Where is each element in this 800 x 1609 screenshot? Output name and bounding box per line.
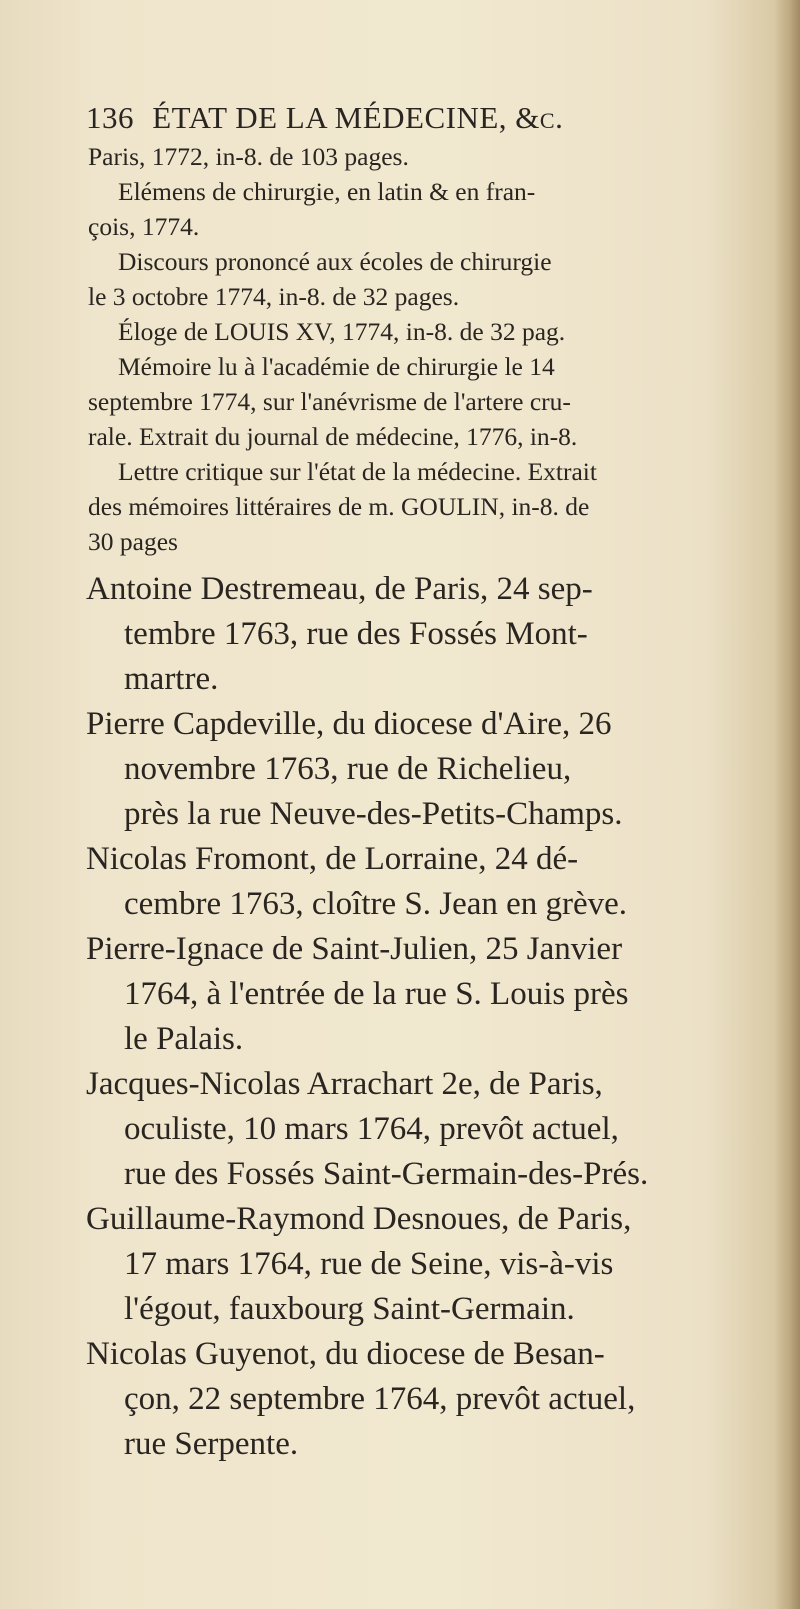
bibliography-line: des mémoires littéraires de m. GOULIN, in-8. de xyxy=(88,492,590,521)
entry-line: rue Serpente. xyxy=(124,1426,299,1462)
bibliography-line: Elémens de chirurgie, en latin & en fran- xyxy=(118,177,536,206)
entry-line: Pierre-Ignace de Saint-Julien, 25 Janvier xyxy=(86,931,623,967)
running-header xyxy=(86,100,563,136)
entry-line: tembre 1763, rue des Fossés Mont- xyxy=(124,616,588,652)
bibliography-line: Paris, 1772, in-8. de 103 pages. xyxy=(88,142,409,171)
bibliography-line: Mémoire lu à l'académie de chirurgie le 14 xyxy=(118,352,555,381)
bibliography-line: septembre 1774, sur l'anévrisme de l'artere cru- xyxy=(88,387,571,416)
entry-line: l'égout, fauxbourg Saint-Germain. xyxy=(124,1291,575,1327)
page-number: 136 xyxy=(86,100,134,135)
bibliography-line: Discours prononcé aux écoles de chirurgie xyxy=(118,247,552,276)
entry-line: Nicolas Guyenot, du diocese de Besan- xyxy=(86,1336,605,1372)
entry-line: 1764, à l'entrée de la rue S. Louis près xyxy=(124,976,629,1012)
bibliography-line: le 3 octobre 1774, in-8. de 32 pages. xyxy=(88,282,460,311)
entry-line: Jacques-Nicolas Arrachart 2e, de Paris, xyxy=(86,1066,603,1102)
entry-line: 17 mars 1764, rue de Seine, vis-à-vis xyxy=(124,1246,614,1282)
entry-line: le Palais. xyxy=(124,1021,244,1057)
entry-line: oculiste, 10 mars 1764, prevôt actuel, xyxy=(124,1111,619,1147)
bibliography-line: 30 pages xyxy=(88,527,178,556)
entry-line: Pierre Capdeville, du diocese d'Aire, 26 xyxy=(86,706,612,742)
entry-line: près la rue Neuve-des-Petits-Champs. xyxy=(124,796,623,832)
entry-line: Guillaume-Raymond Desnoues, de Paris, xyxy=(86,1201,632,1237)
entry-line: Nicolas Fromont, de Lorraine, 24 dé- xyxy=(86,841,579,877)
bibliography-line: Éloge de LOUIS XV, 1774, in-8. de 32 pag. xyxy=(118,317,566,346)
running-title: ÉTAT DE LA MÉDECINE, &c. xyxy=(152,100,564,135)
entry-line: novembre 1763, rue de Richelieu, xyxy=(124,751,572,787)
bibliography-line: Lettre critique sur l'état de la médecine. Extrait xyxy=(118,457,597,486)
entry-line: cembre 1763, cloître S. Jean en grève. xyxy=(124,886,628,922)
entry-line: Antoine Destremeau, de Paris, 24 sep- xyxy=(86,571,593,607)
entry-line: çon, 22 septembre 1764, prevôt actuel, xyxy=(124,1381,636,1417)
bibliography-line: çois, 1774. xyxy=(88,212,200,241)
entry-line: rue des Fossés Saint-Germain-des-Prés. xyxy=(124,1156,649,1192)
bibliography-line: rale. Extrait du journal de médecine, 1776, in-8. xyxy=(88,422,578,451)
entry-line: martre. xyxy=(124,661,219,697)
